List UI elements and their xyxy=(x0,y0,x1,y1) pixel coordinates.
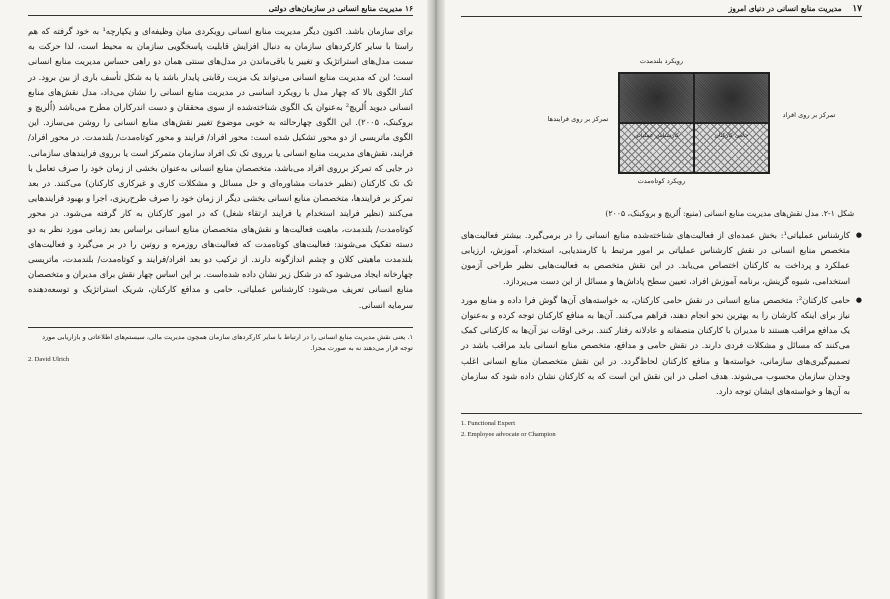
bullet-functional-expert: ● کارشناس عملیاتی¹: بخش عمده‌ای از فعالیت‌های شناخته‌شده منابع انسانی را در برمی‌گیرد. بیشتر فعالیت‌های متخصص منابع انسانی در نقش کارشناس عملیاتی بر امور مرتبط با کارمندیابی، استخدام، آموزش، ارزیابی عملکرد و پرداخت به کارکنان اختصاص می‌یابد. در این نقش متخصص به فعالیت‌هایی نظیر طراحی آزمون استخدامی، شیوه گزینش، برنامه آموزش افراد، تعیین سطح پاداش‌ها و مسائل از این دست می‌پردازد. xyxy=(461,228,862,289)
figure-top-label: رویکرد بلندمدت xyxy=(639,57,684,65)
footnote-divider xyxy=(461,413,862,414)
figure-caption: شکل ۱-۲. مدل نقش‌های مدیریت منابع انسانی (منبع: اُلریچ و بروکبنک، ۲۰۰۵) xyxy=(605,209,854,218)
right-header-title: مدیریت منابع انسانی در دنیای امروز xyxy=(728,4,842,13)
matrix-cell: حامی کارکنان xyxy=(694,123,769,173)
matrix-cell xyxy=(619,73,694,123)
page-number: ۱۷ xyxy=(852,4,862,14)
left-body xyxy=(28,24,413,313)
figure-bottom-label: رویکرد کوتاه‌مدت xyxy=(637,177,686,185)
footnote-divider xyxy=(28,327,413,328)
footnote-2: 2. David Ulrich xyxy=(28,355,70,363)
left-paragraph: برای سازمان باشد. اکنون دیگر مدیریت منابع انسانی رویکردی میان وظیفه‌ای و یکپارچه¹ به خود گرفته که هم راستا با سایر کارکردهای سازمان به دنبال افزایش قابلیت پاسخگویی سازمان به محیط است، لذا حرکت به سمت مدل‌های استراتژیک و تغییر یا باقی‌ماندن در مدل‌های سنتی همان دو راهی حساس مدیریت منابع انسانی است؛ این که مدیریت منابع انسانی می‌تواند یک مزیت رقابتی پایدار باشد یا به شکل تأسف باری از بین برود. در کنار الگوی بالا که چهار مدل با رویکرد اساسی در مدیریت منابع انسانی را نشان می‌داد، مدل نقش‌های منابع انسانی دیوید اُلریچ² به‌عنوان یک الگوی شناخته‌شده از سوی محققان و دست اندرکاران مطرح می‌باشد (اُلریچ و بروکبنک، ۲۰۰۵). این الگوی چهارحالته به خوبی موضوع تغییر نقش‌های منابع انسانی را روشن می‌سازد. این الگوی ماتریسی از دو محور تشکیل شده است: محور افراد/ فرایند و محور کوتاه‌مدت/ بلندمدت. در محور افراد/ فرایند، نقش‌های مدیریت منابع انسانی یا برروی تک تک افراد سازمان متمرکز است یا برروی فرایندهای سازمانی. در جایی که تمرکز برروی افراد می‌باشد، متخصصان منابع انسانی به‌عنوان بخشی از زمان خود را صرف تعامل با تک تک کارکنان (نظیر خدمات مشاوره‌ای و حل مسائل و مشکلات کاری و غیرکاری کارکنان) می‌کنند. در بعد تمرکز بر فرایندها، متخصصان منابع انسانی بخشی دیگر از زمان خود را صرف طرح‌ریزی، اجرا و بهبود فرایندهایی می‌کنند (نظیر فرایند استخدام یا فرایند ارتقاء شغل) که در امور کارکنان به کار گرفته می‌شود. در محور کوتاه‌مدت/ بلندمدت، ماهیت فعالیت‌ها و نقش‌های متخصصان منابع انسانی براساس بعد زمانی مورد نظر به دو دسته تفکیک می‌شوند: فعالیت‌های کوتاه‌مدت که فعالیت‌های روزمره و روتین را در بر می‌گیرد و فعالیت‌های بلندمدت ماهیتی کلان و چشم اندازگونه دارند. از ترکیب دو بعد افراد/فرایند و کوتاه‌مدت/ بلندمدت، ماتریسی چهارخانه ایجاد می‌شود که در شکل زیر نشان داده شده‌است. بر این اساس چهار نقش برای مدیران و متخصصان منابع انسانی تعریف می‌شود: کارشناس عملیاتی، حامی و مدافع کارکنان، شریک استراتژیک و توسعه‌دهنده سرمایه انسانی. xyxy=(28,26,413,310)
right-page xyxy=(445,0,890,599)
left-running-header: ۱۶ مدیریت منابع انسانی در سازمان‌های دولتی xyxy=(28,4,413,16)
bullet-employee-advocate: ● حامی کارکنان²: متخصص منابع انسانی در نقش حامی کارکنان، به خواسته‌های آن‌ها گوش فرا داده و منابع مورد نیاز برای اینکه کارشان را به بهترین نحو انجام دهند، فراهم می‌کنند. آن‌ها به منافع کارکنان توجه کرده و به‌عنوان یک مدافع مراقب هستند تا مدیران با کارکنان منصفانه و عادلانه رفتار کنند. برخی اوقات نیز آن‌ها به کارکنانی کمک می‌کنند که مسائل و مشکلات فردی دارند. در نقش حامی و مدافع، متخصص منابع انسانی باید مراقب باشد در تصمیم‌گیری‌های سازمانی، خواسته‌ها و منافع کارکنان لحاظ‌گردد. در این نقش متخصصان منابع انسانی اغلب وجدان سازمان محسوب می‌شوند. هدف اصلی در این نقش این است که به کارکنان نشان داده شود که سازمان به آن‌ها و خواسته‌های ایشان توجه دارد. xyxy=(461,293,862,399)
matrix-cell xyxy=(694,73,769,123)
left-page xyxy=(0,0,427,599)
figure-matrix xyxy=(618,72,770,174)
matrix-cell: کارشناس عملیاتی xyxy=(619,123,694,173)
book-gutter xyxy=(427,0,445,599)
right-running-header xyxy=(461,4,862,17)
footnote-2: 2. Employee advocate or Champion xyxy=(461,431,556,439)
footnote-1: 1. Functional Expert xyxy=(461,420,516,428)
figure-left-label: تمرکز بر روی فرایندها xyxy=(547,115,609,123)
footnote-1: ۱. یعنی نقش مدیریت منابع انسانی را در ارتباط با سایر کارکردهای سازمان همچون مدیریت مالی، سیستم‌های اطلاعاتی و بازاریابی مورد توجه قرار می‌دهند نه به صورت مجزا. xyxy=(42,332,413,352)
hr-roles-figure xyxy=(461,25,862,205)
figure-right-label: تمرکز بر روی افراد xyxy=(782,111,836,119)
